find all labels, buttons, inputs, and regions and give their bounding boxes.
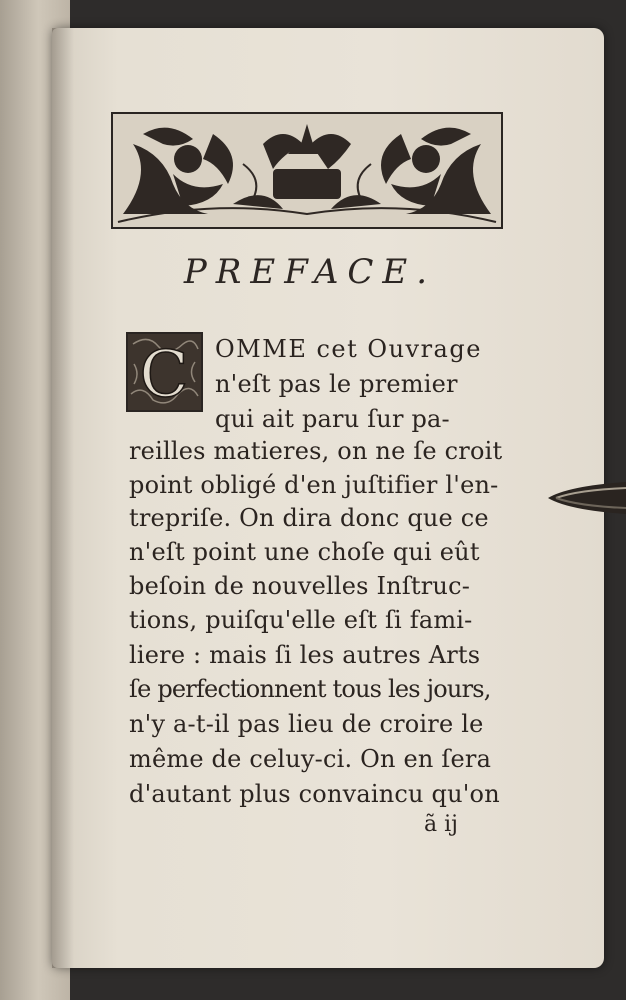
- cherubs-flower-basket-ornament: [113, 114, 501, 227]
- text-line-4: reilles matieres, on ne ſe croit: [129, 437, 503, 465]
- text-line-9: tions, puiſqu'elle eſt ſi fami-: [129, 606, 473, 634]
- page-title: PREFACE.: [183, 252, 437, 292]
- text-line-7: n'eſt point une choſe qui eût: [129, 538, 480, 566]
- ornamental-headpiece: [111, 112, 503, 229]
- text-line-8: beſoin de nouvelles Inſtruc-: [129, 572, 471, 600]
- text-line-6: trepriſe. On dira donc que ce: [129, 504, 489, 532]
- text-line-10: liere : mais ſi les autres Arts: [129, 641, 481, 669]
- metal-bookmark-clip: [548, 478, 626, 518]
- signature-mark: ã ij: [424, 812, 458, 837]
- text-line-3: qui ait paru ſur pa-: [215, 405, 450, 433]
- text-line-5: point obligé d'en juſtifier l'en-: [129, 471, 499, 499]
- text-line-2: n'eſt pas le premier: [215, 370, 458, 398]
- text-line-13: même de celuy-ci. On en ſera: [129, 745, 492, 773]
- text-line-11: ſe perfectionnent tous les jours,: [129, 675, 491, 703]
- text-line-12: n'y a-t-il pas lieu de croire le: [129, 710, 484, 738]
- page-gutter-shadow: [52, 28, 74, 968]
- text-line-1: OMME cet Ouvrage: [215, 335, 482, 363]
- text-line-14: d'autant plus convaincu qu'on: [129, 780, 500, 808]
- dropcap-letter: C: [139, 338, 189, 410]
- decorated-initial-letter: [126, 332, 203, 412]
